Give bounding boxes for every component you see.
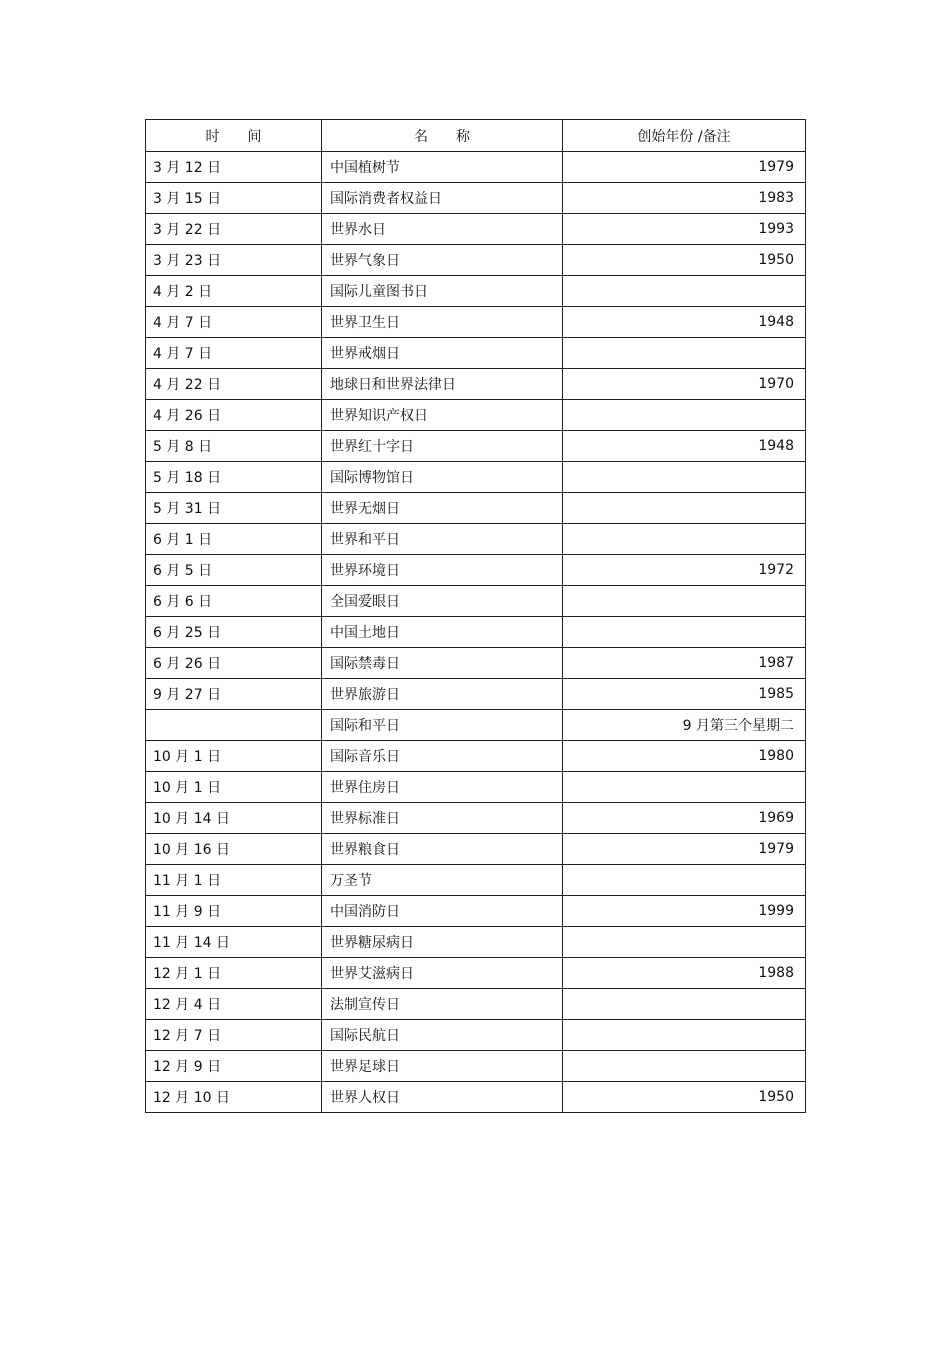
note-cell bbox=[563, 989, 806, 1020]
note-cell: 1999 bbox=[563, 896, 806, 927]
header-note: 创始年份 /备注 bbox=[563, 120, 806, 152]
table-row bbox=[146, 741, 806, 772]
name-cell: 世界人权日 bbox=[322, 1082, 563, 1113]
table-row bbox=[146, 524, 806, 555]
note-cell: 1979 bbox=[563, 834, 806, 865]
name-cell: 世界旅游日 bbox=[322, 679, 563, 710]
table-row bbox=[146, 772, 806, 803]
table-row bbox=[146, 648, 806, 679]
date-cell: 11 月 1 日 bbox=[146, 865, 322, 896]
name-cell: 世界糖尿病日 bbox=[322, 927, 563, 958]
note-cell: 9 月第三个星期二 bbox=[563, 710, 806, 741]
note-cell: 1948 bbox=[563, 431, 806, 462]
name-cell: 中国土地日 bbox=[322, 617, 563, 648]
table-row bbox=[146, 183, 806, 214]
observance-days-table bbox=[145, 119, 806, 1113]
table-row bbox=[146, 400, 806, 431]
table-row bbox=[146, 803, 806, 834]
table-row bbox=[146, 307, 806, 338]
table-row bbox=[146, 679, 806, 710]
note-cell: 1950 bbox=[563, 245, 806, 276]
note-cell bbox=[563, 524, 806, 555]
name-cell: 国际禁毒日 bbox=[322, 648, 563, 679]
note-cell bbox=[563, 1051, 806, 1082]
date-cell: 5 月 18 日 bbox=[146, 462, 322, 493]
date-cell: 12 月 1 日 bbox=[146, 958, 322, 989]
name-cell: 世界和平日 bbox=[322, 524, 563, 555]
date-cell: 6 月 5 日 bbox=[146, 555, 322, 586]
name-cell: 国际民航日 bbox=[322, 1020, 563, 1051]
table-row bbox=[146, 555, 806, 586]
date-cell: 10 月 16 日 bbox=[146, 834, 322, 865]
name-cell: 国际和平日 bbox=[322, 710, 563, 741]
note-cell bbox=[563, 462, 806, 493]
date-cell: 3 月 23 日 bbox=[146, 245, 322, 276]
table-row bbox=[146, 896, 806, 927]
header-name: 名 称 bbox=[322, 120, 563, 152]
date-cell: 6 月 6 日 bbox=[146, 586, 322, 617]
date-cell: 10 月 14 日 bbox=[146, 803, 322, 834]
date-cell: 3 月 22 日 bbox=[146, 214, 322, 245]
name-cell: 国际音乐日 bbox=[322, 741, 563, 772]
name-cell: 世界粮食日 bbox=[322, 834, 563, 865]
date-cell: 3 月 15 日 bbox=[146, 183, 322, 214]
note-cell: 1972 bbox=[563, 555, 806, 586]
date-cell: 4 月 7 日 bbox=[146, 307, 322, 338]
note-cell: 1980 bbox=[563, 741, 806, 772]
date-cell: 11 月 9 日 bbox=[146, 896, 322, 927]
date-cell: 4 月 22 日 bbox=[146, 369, 322, 400]
table-row bbox=[146, 586, 806, 617]
header-time: 时 间 bbox=[146, 120, 322, 152]
note-cell bbox=[563, 493, 806, 524]
note-cell: 1979 bbox=[563, 152, 806, 183]
table-row bbox=[146, 1020, 806, 1051]
name-cell: 万圣节 bbox=[322, 865, 563, 896]
table-row bbox=[146, 617, 806, 648]
note-cell bbox=[563, 338, 806, 369]
note-cell bbox=[563, 276, 806, 307]
date-cell: 12 月 9 日 bbox=[146, 1051, 322, 1082]
name-cell: 世界戒烟日 bbox=[322, 338, 563, 369]
note-cell: 1970 bbox=[563, 369, 806, 400]
date-cell: 11 月 14 日 bbox=[146, 927, 322, 958]
name-cell: 国际消费者权益日 bbox=[322, 183, 563, 214]
date-cell: 10 月 1 日 bbox=[146, 741, 322, 772]
table-header-row bbox=[146, 120, 806, 152]
table-body bbox=[146, 152, 806, 1113]
note-cell bbox=[563, 586, 806, 617]
date-cell: 6 月 1 日 bbox=[146, 524, 322, 555]
date-cell: 4 月 7 日 bbox=[146, 338, 322, 369]
note-cell: 1969 bbox=[563, 803, 806, 834]
name-cell: 世界红十字日 bbox=[322, 431, 563, 462]
date-cell: 4 月 2 日 bbox=[146, 276, 322, 307]
date-cell: 12 月 4 日 bbox=[146, 989, 322, 1020]
date-cell: 5 月 31 日 bbox=[146, 493, 322, 524]
date-cell: 4 月 26 日 bbox=[146, 400, 322, 431]
date-cell: 6 月 25 日 bbox=[146, 617, 322, 648]
name-cell: 世界卫生日 bbox=[322, 307, 563, 338]
name-cell: 国际儿童图书日 bbox=[322, 276, 563, 307]
name-cell: 世界标准日 bbox=[322, 803, 563, 834]
table-row bbox=[146, 369, 806, 400]
note-cell: 1948 bbox=[563, 307, 806, 338]
name-cell: 世界水日 bbox=[322, 214, 563, 245]
table-row bbox=[146, 431, 806, 462]
table-row bbox=[146, 958, 806, 989]
table-row bbox=[146, 214, 806, 245]
note-cell: 1993 bbox=[563, 214, 806, 245]
name-cell: 法制宣传日 bbox=[322, 989, 563, 1020]
name-cell: 世界知识产权日 bbox=[322, 400, 563, 431]
table-row bbox=[146, 834, 806, 865]
date-cell: 3 月 12 日 bbox=[146, 152, 322, 183]
note-cell: 1985 bbox=[563, 679, 806, 710]
name-cell: 世界气象日 bbox=[322, 245, 563, 276]
date-cell: 10 月 1 日 bbox=[146, 772, 322, 803]
date-cell bbox=[146, 710, 322, 741]
name-cell: 中国消防日 bbox=[322, 896, 563, 927]
name-cell: 地球日和世界法律日 bbox=[322, 369, 563, 400]
note-cell bbox=[563, 865, 806, 896]
date-cell: 5 月 8 日 bbox=[146, 431, 322, 462]
table-row bbox=[146, 152, 806, 183]
name-cell: 世界艾滋病日 bbox=[322, 958, 563, 989]
table-row bbox=[146, 276, 806, 307]
note-cell bbox=[563, 927, 806, 958]
name-cell: 世界足球日 bbox=[322, 1051, 563, 1082]
table-row bbox=[146, 1082, 806, 1113]
table-row bbox=[146, 338, 806, 369]
table-row bbox=[146, 927, 806, 958]
table-row bbox=[146, 493, 806, 524]
name-cell: 世界住房日 bbox=[322, 772, 563, 803]
name-cell: 中国植树节 bbox=[322, 152, 563, 183]
name-cell: 世界无烟日 bbox=[322, 493, 563, 524]
table-row bbox=[146, 989, 806, 1020]
name-cell: 世界环境日 bbox=[322, 555, 563, 586]
note-cell bbox=[563, 400, 806, 431]
table-row bbox=[146, 1051, 806, 1082]
note-cell: 1983 bbox=[563, 183, 806, 214]
table-row bbox=[146, 710, 806, 741]
name-cell: 全国爱眼日 bbox=[322, 586, 563, 617]
table-row bbox=[146, 865, 806, 896]
date-cell: 9 月 27 日 bbox=[146, 679, 322, 710]
note-cell bbox=[563, 772, 806, 803]
note-cell: 1987 bbox=[563, 648, 806, 679]
date-cell: 12 月 10 日 bbox=[146, 1082, 322, 1113]
name-cell: 国际博物馆日 bbox=[322, 462, 563, 493]
note-cell: 1988 bbox=[563, 958, 806, 989]
table-row bbox=[146, 462, 806, 493]
note-cell: 1950 bbox=[563, 1082, 806, 1113]
note-cell bbox=[563, 617, 806, 648]
date-cell: 6 月 26 日 bbox=[146, 648, 322, 679]
note-cell bbox=[563, 1020, 806, 1051]
date-cell: 12 月 7 日 bbox=[146, 1020, 322, 1051]
table-row bbox=[146, 245, 806, 276]
